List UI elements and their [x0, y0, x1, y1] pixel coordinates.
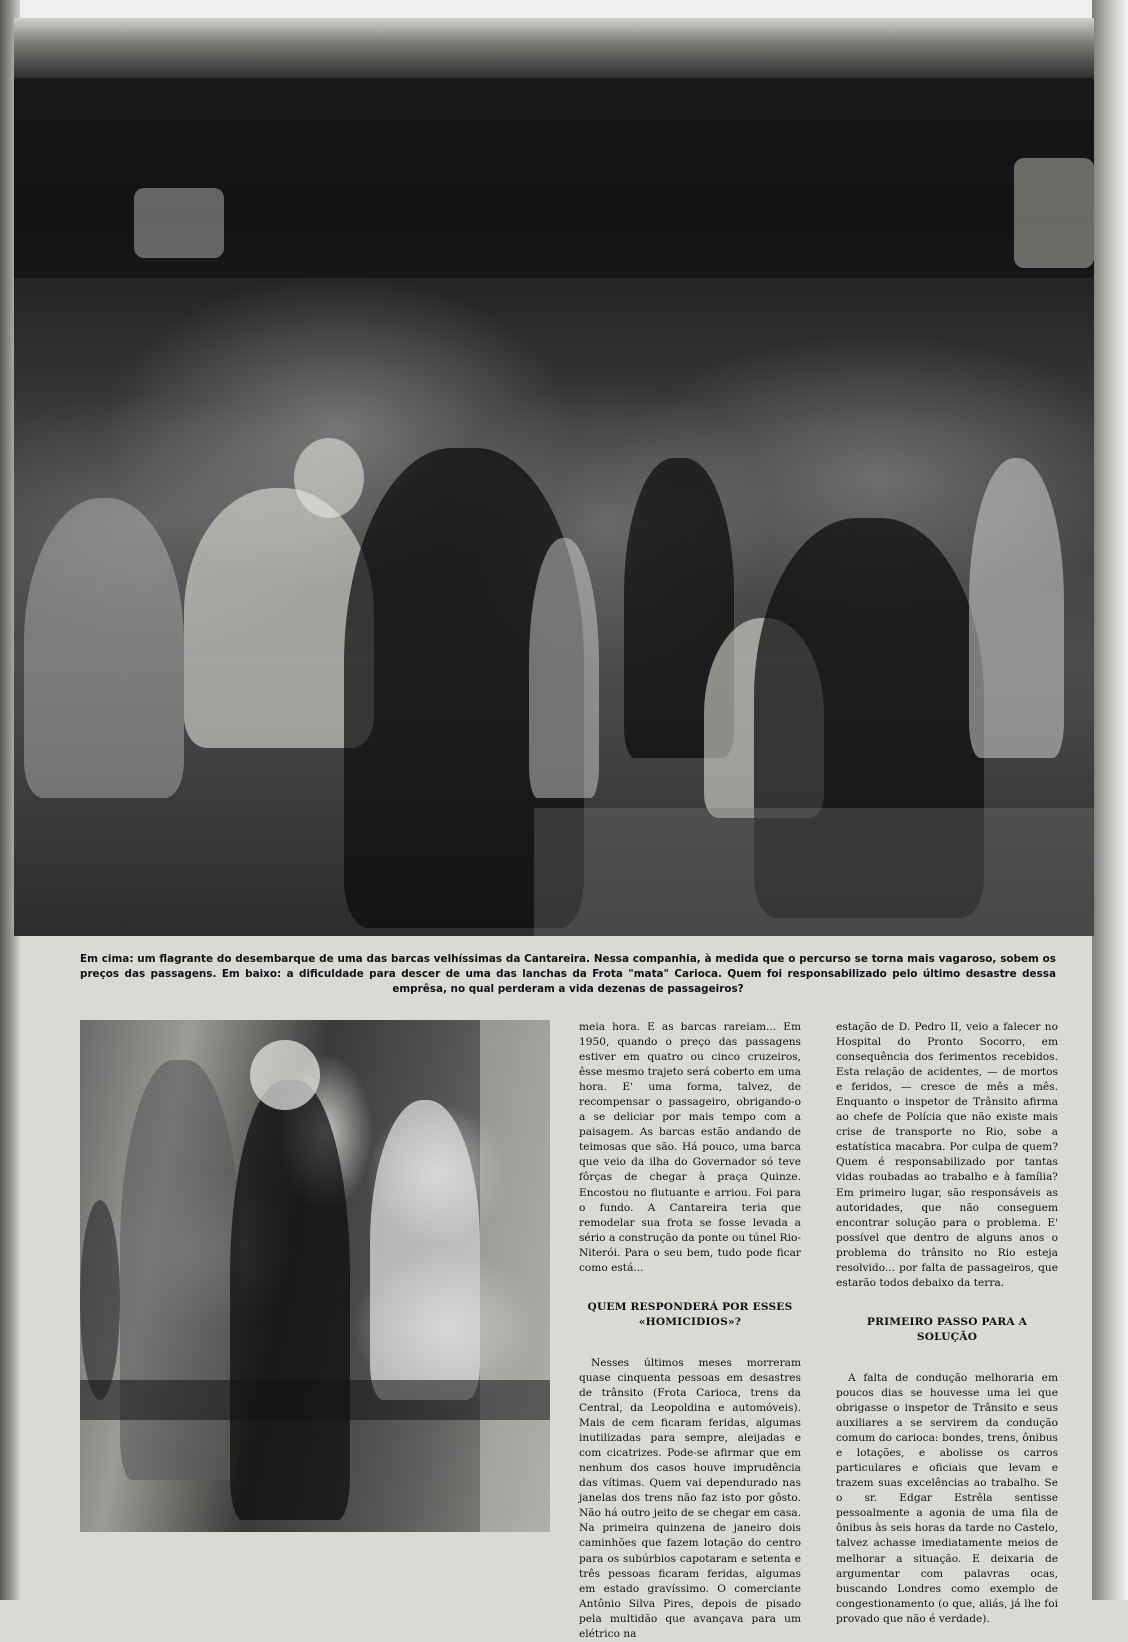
article-paragraph: Nesses últimos meses morreram quase cinquenta pessoas em desastres de trânsito (Frota Carioca, trens da Central, da Leopoldina e automóveis). Mais de cem ficaram feridas, algumas inutilizadas para sempre, aleijadas e com cicatrizes. Pode-se afirmar que em nenhum dos casos houve imprudência das vítimas. Quem vai dependurado nas janelas dos trens não faz isto por gôsto. Não há outro jeito de se chegar em casa. Na primeira quinzena de janeiro dois caminhões que fazem lotação do centro para os subúrbios capotaram e setenta e três pessoas ficaram feridas, algumas em estado gravíssimo. O comerciante Antônio Silva Pires, depois de pisado pela multidão que avançava para um elétrico na — [579, 1356, 801, 1640]
article-paragraph: meia hora. E as barcas rareiam... Em 1950, quando o preço das passagens estiver em quatro ou cinco cruzeiros, êsse mesmo trajeto será coberto em uma hora. E' uma forma, talvez, de recompensar o passageiro, obrigando-o a se deliciar por mais tempo com a paisagem. As barcas estão andando de teimosas que são. Há pouco, uma barca que veio da ilha do Governador só teve fôrças de chegar à praça Quinze. Encostou no flutuante e arriou. Foi para o fundo. A Cantareira teria que remodelar sua frota se fosse levada a sério a construção da ponte ou túnel Rio-Niterói. Para o seu bem, tudo pode ficar como está... — [579, 1021, 801, 1274]
page-top-margin — [0, 0, 1128, 20]
photo-caption: Em cima: um flagrante do desembarque de uma das barcas velhíssimas da Cantareira. Nessa companhia, à medida que o percurso se torna mais vagaroso, sobem os preços das passagens. Em baixo: a dificuldade para descer de uma das lanchas da Frota "mata" Carioca. Quem foi responsabilizado pelo último desastre dessa emprêsa, no qual perderam a vida dezenas de passageiros? — [80, 953, 1056, 995]
ferry-launch-photo — [80, 1020, 550, 1532]
ferry-awning — [14, 18, 1094, 80]
section-heading: QUEM RESPONDERÁ POR ESSES «HOMICIDIOS»? — [587, 1300, 793, 1328]
article-column-3 — [836, 1020, 1058, 1627]
crowd-photo — [14, 18, 1094, 936]
article-paragraph: A falta de condução melhoraria em poucos dias se houvesse uma lei que obrigasse o inspetor de Trânsito e seus auxiliares a se servirem da condução comum do carioca: bondes, trens, ônibus e lotações, e abolisse os carros particulares e oficiais que levam e trazem suas excelências ao trabalho. Se o sr. Edgar Estrêla sentisse pessoalmente a agonia de uma fila de ônibus às seis horas da tarde no Castelo, talvez achasse imediatamente meios de melhorar a situação. E deixaria de argumentar com palavras ocas, buscando Londres como exemplo de congestionamento (o que, aliás, já lhe foi provado que não é verdade). — [836, 1371, 1058, 1625]
article-column-2 — [579, 1020, 801, 1642]
article-paragraph: estação de D. Pedro II, veio a falecer no Hospital do Pronto Socorro, em consequência dos ferimentos recebidos. Esta relação de acidentes, — de mortos e feridos, — cresce de mês a mês. Enquanto o inspetor de Trânsito afirma ao chefe de Polícia que não existe mais crise de transporte no Rio, sobe a estatística macabra. Por culpa de quem? Quem é responsabilizado por tantas vidas roubadas ao trabalho e à família? Em primeiro lugar, são responsáveis as autoridades, que não conseguem encontrar solução para o problema. E' possível que dentro de alguns anos o problema do trânsito no Rio esteja resolvido... por falta de passageiros, que estarão todos debaixo da terra. — [836, 1021, 1058, 1289]
section-heading: PRIMEIRO PASSO PARA A SOLUÇÃO — [866, 1315, 1028, 1343]
page-edge — [1092, 0, 1128, 1600]
